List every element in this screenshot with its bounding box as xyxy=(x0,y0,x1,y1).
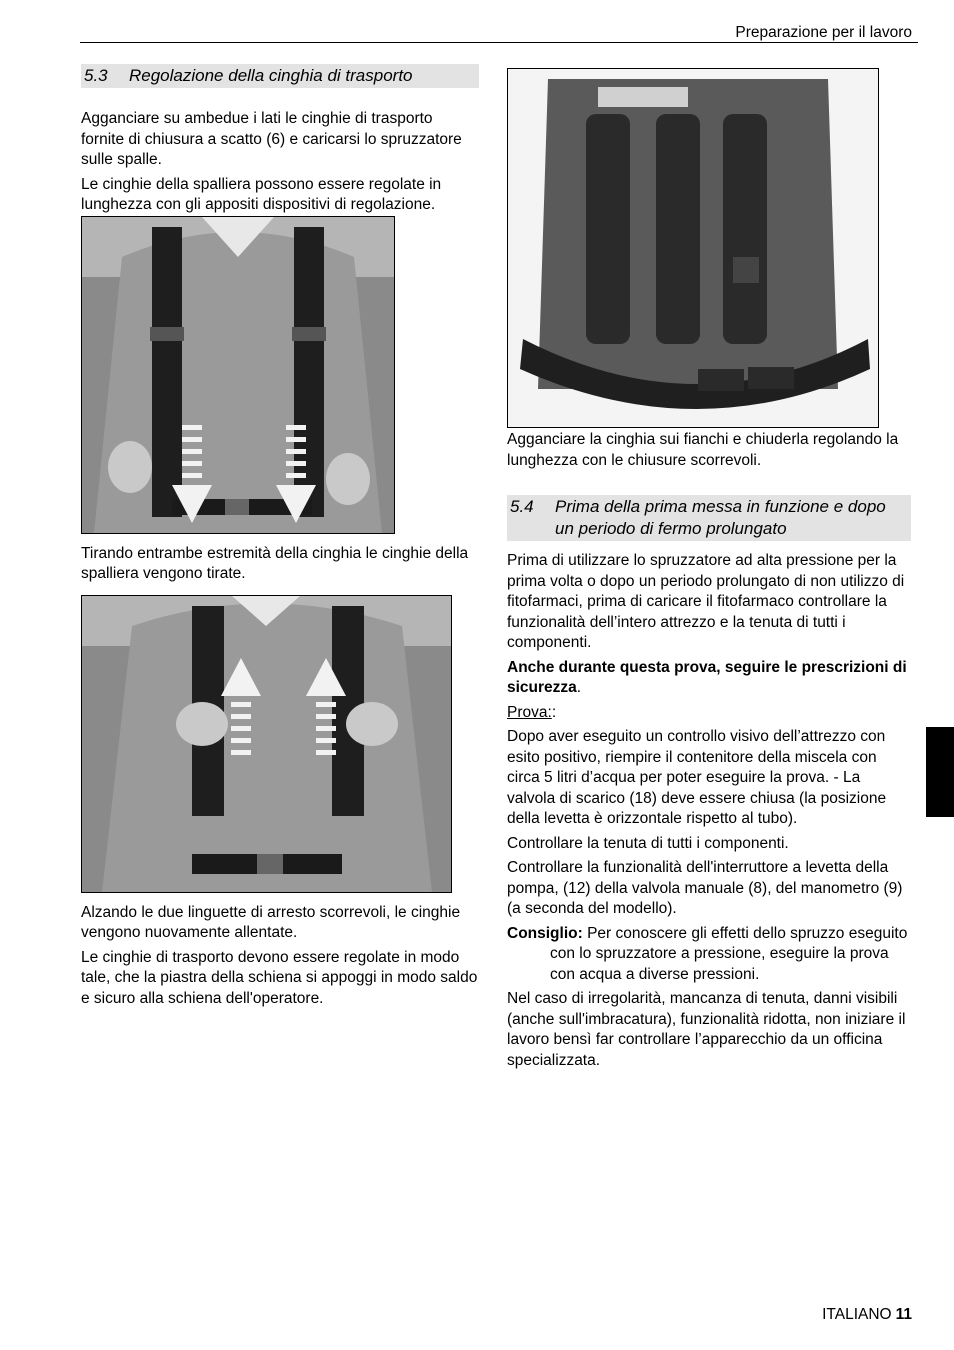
running-header: Preparazione per il lavoro xyxy=(735,24,912,41)
paragraph: Controllare la tenuta di tutti i componenti. xyxy=(507,834,789,852)
paragraph: Le cinghie della spalliera possono essere regolate in lunghezza con gli appositi dispositivi di regolazione. xyxy=(81,175,442,213)
paragraph: Dopo aver eseguito un controllo visivo dell’attrezzo con esito positivo, riempire il contenitore della miscela con circa 5 litri d’acqua per poter eseguire la prova. - La valvola di scarico (18) deve essere chiusa (la posizione della levetta è orizzontale rispetto al tubo). xyxy=(507,728,887,827)
chapter-thumb-tab xyxy=(926,727,954,817)
tip-label: Consiglio: xyxy=(507,924,583,942)
safety-note-end: . xyxy=(576,679,582,696)
photo-caption: Agganciare la cinghia sui fianchi e chiuderla regolando la lunghezza con le chiusure scorrevoli. xyxy=(507,431,899,469)
test-label-text: Prova: xyxy=(507,703,552,721)
safety-note xyxy=(507,658,911,699)
page-number: 11 xyxy=(895,1306,912,1323)
photo-backpack-sprayer xyxy=(507,68,879,428)
section-number: 5.4 xyxy=(510,497,534,516)
right-column xyxy=(507,68,911,1075)
photo-loosening-straps xyxy=(81,595,452,893)
tip-note xyxy=(507,924,911,986)
footer-language: ITALIANO xyxy=(822,1306,892,1323)
section-number: 5.3 xyxy=(84,66,108,85)
photo-illustration xyxy=(82,596,451,892)
paragraph: Nel caso di irregolarità, mancanza di tenuta, danni visibili (anche sull'imbracatura), funzionalità ridotta, non iniziare il lavoro bensì far controllare l’apparecchio da un officina specializzata. xyxy=(507,990,906,1069)
section-title: Prima della prima messa in funzione e dopo un periodo di fermo prolungato xyxy=(555,497,886,538)
paragraph: Le cinghie di trasporto devono essere regolate in modo tale, che la piastra della schiena si appoggi in modo saldo e sicuro alla schiena dell'operatore. xyxy=(81,948,478,1007)
photo-caption: Alzando le due linguette di arresto scorrevoli, le cinghie vengono nuovamente allentate. xyxy=(81,903,461,941)
paragraph: Agganciare su ambedue i lati le cinghie di trasporto fornite di chiusura a scatto (6) e caricarsi lo spruzzatore sulle spalle. xyxy=(81,110,462,168)
paragraph: Controllare la funzionalità dell'interruttore a levetta della pompa, (12) della valvola manuale (8), del manometro (9) (a seconda del modello). xyxy=(507,859,903,917)
tip-text: Per conoscere gli effetti dello spruzzo eseguito con lo spruzzatore a pressione, eseguire la prova con acqua a diverse pressioni. xyxy=(550,924,908,983)
header-rule xyxy=(80,42,918,43)
section-heading-5-4 xyxy=(507,495,911,541)
page-footer xyxy=(822,1306,912,1324)
test-label xyxy=(507,703,911,724)
photo-caption: Tirando entrambe estremità della cinghia le cinghie della spalliera vengono tirate. xyxy=(81,544,469,582)
safety-note-bold: Anche durante questa prova, seguire le prescrizioni di sicurezza xyxy=(507,658,907,696)
photo-tightening-straps xyxy=(81,216,395,534)
test-label-colon: : xyxy=(551,703,557,721)
paragraph: Prima di utilizzare lo spruzzatore ad alta pressione per la prima volta o dopo un periodo prolungato di non utilizzo di fitofarmaci, prima di caricare il fitofarmaco controllare la funzionalità dell’intero attrezzo e la tenuta di tutti i componenti. xyxy=(507,552,905,651)
left-column xyxy=(81,64,479,1013)
section-heading-5-3 xyxy=(81,64,479,88)
photo-illustration xyxy=(82,217,394,533)
section-title: Regolazione della cinghia di trasporto xyxy=(129,66,413,85)
photo-illustration xyxy=(508,69,878,427)
